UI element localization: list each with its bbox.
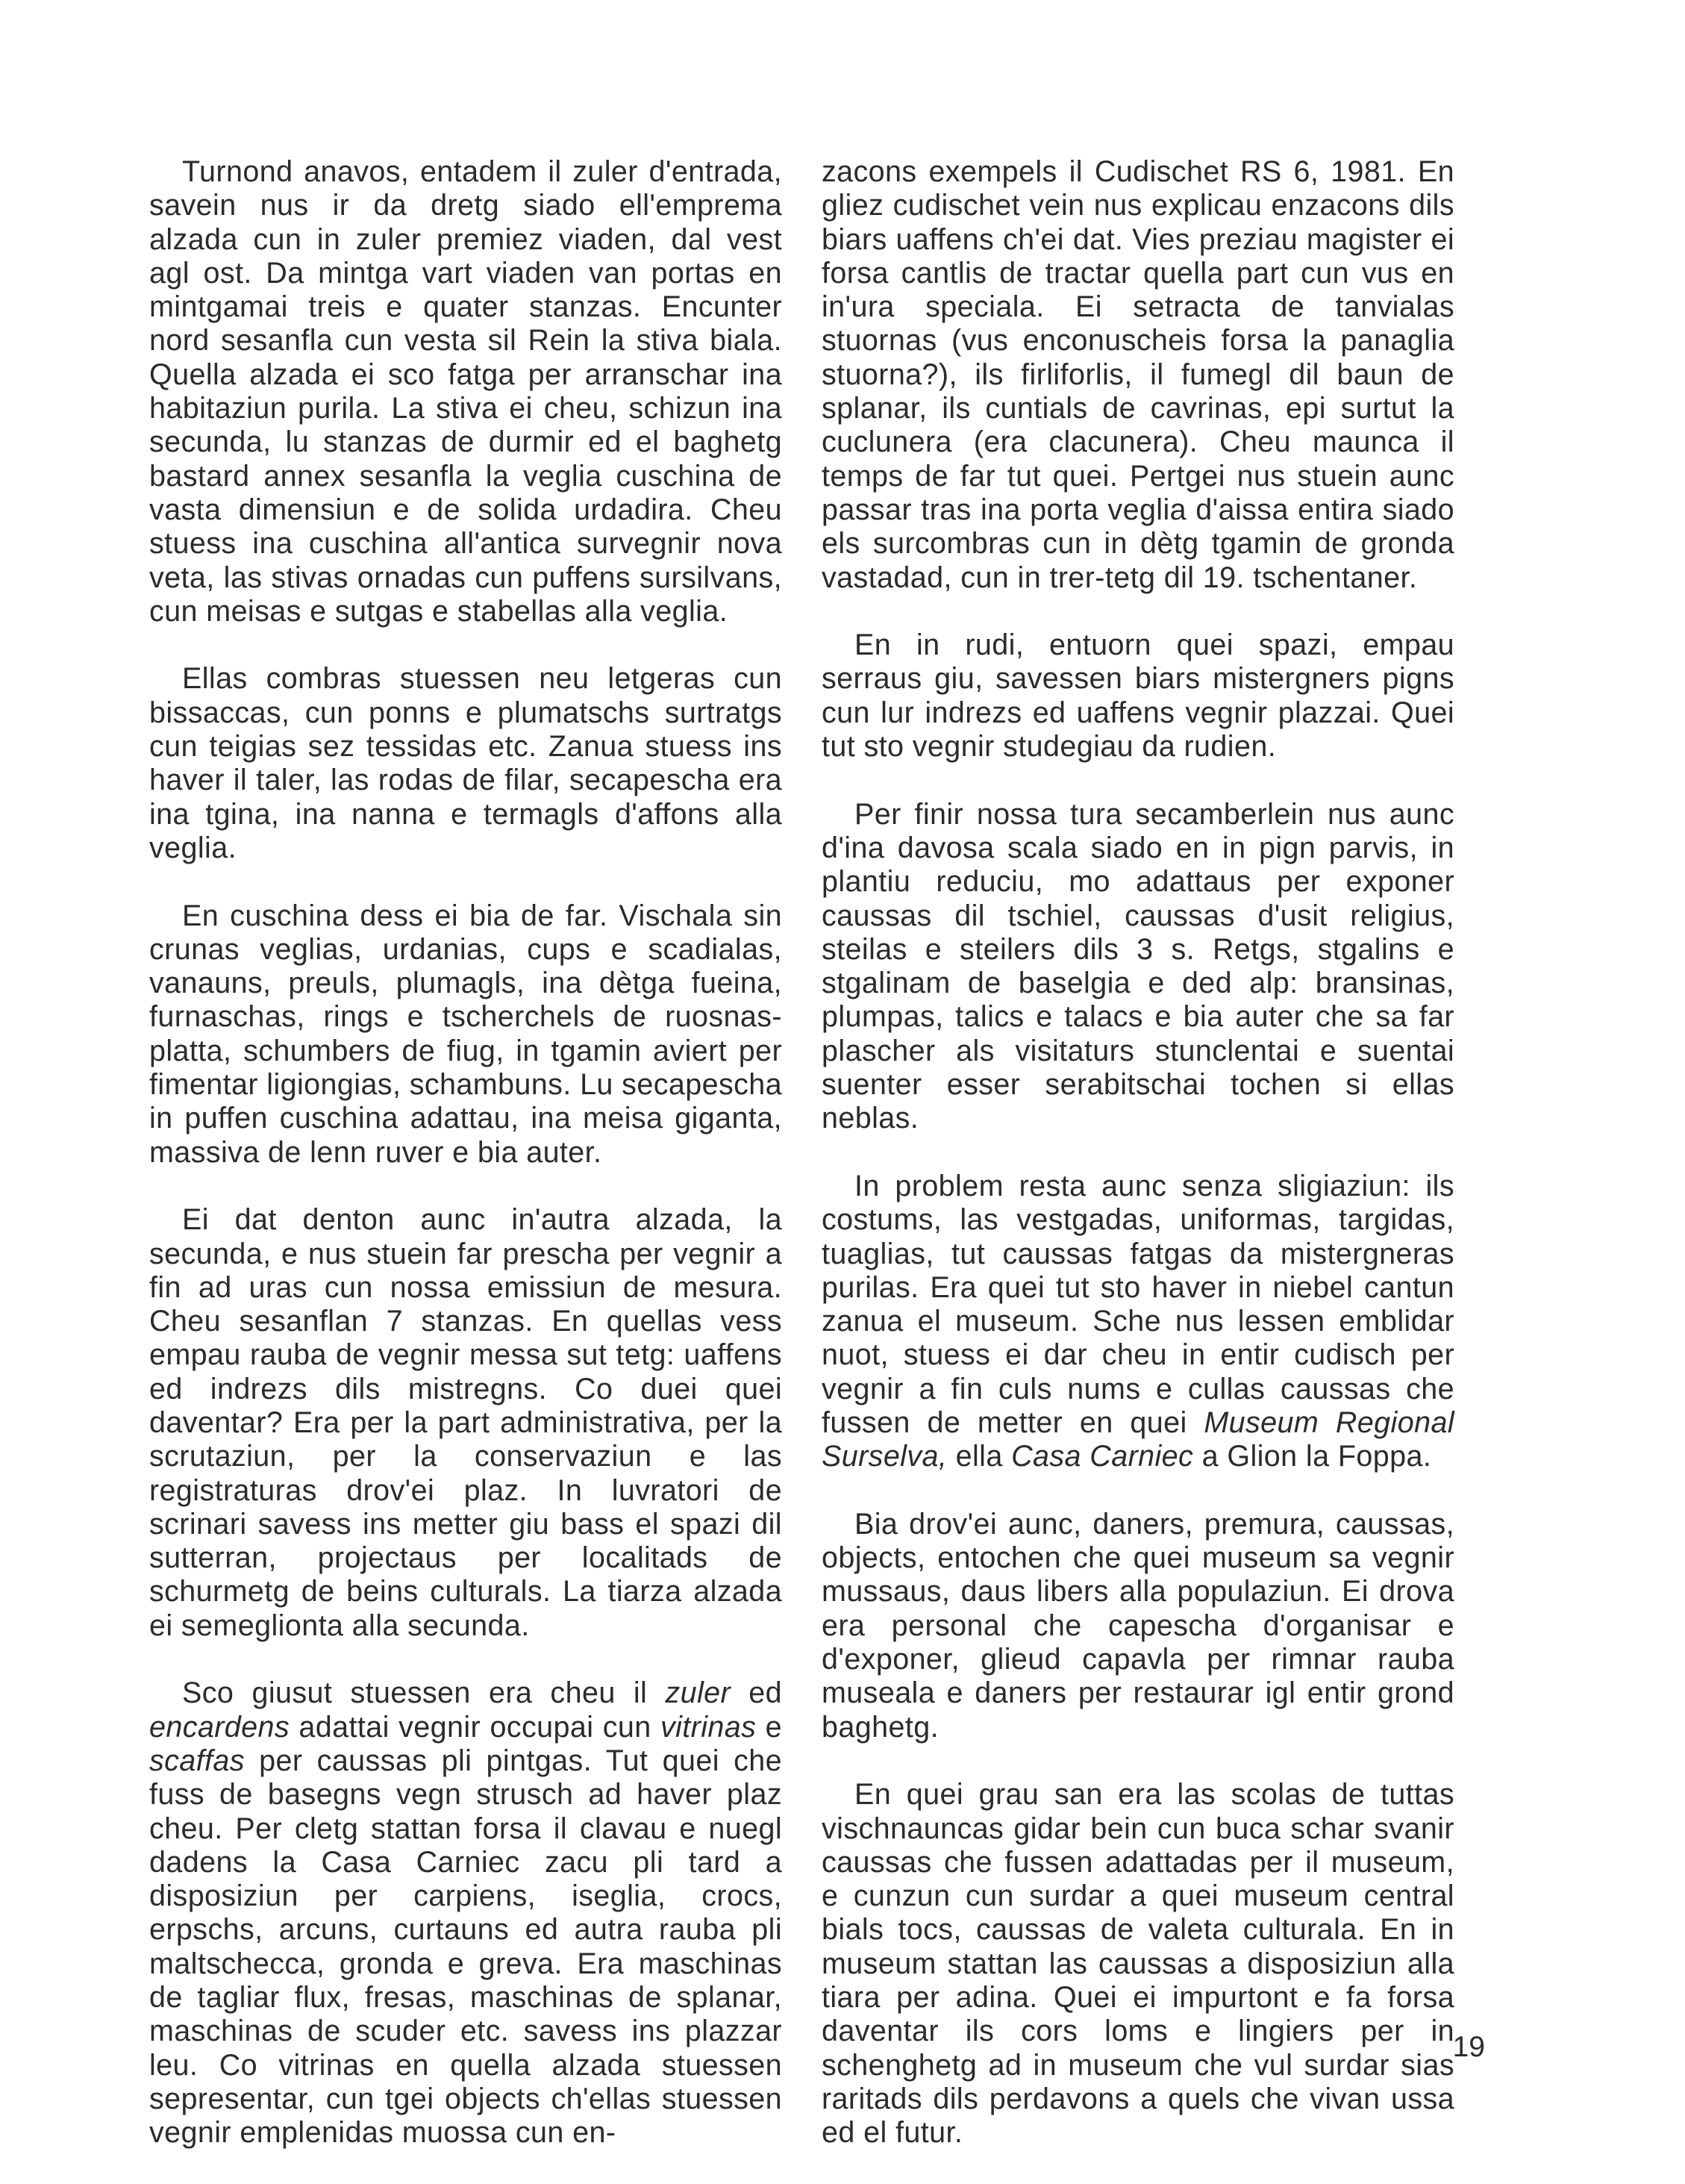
paragraph: En quei grau san era las scolas de tuttas vischnauncas gidar bein cun buca schar svanir caussas che fussen adattadas per il museum, e cunzun cun surdar a quei museum central bials tocs, caussas de valeta culturala. En in museum stattan las caussas a disposiziun alla tiara per adina. Quei ei impurtont e fa forsa daventar ils cors loms e lingiers per in schenghetg ad in museum che vul surdar sias raritads dils perdavons a quels che vivan ussa ed el futur.: [822, 1778, 1454, 2150]
emphasis-text: Casa Carniec: [1011, 1440, 1194, 1473]
emphasis-text: zuler: [665, 1676, 731, 1710]
paragraph: Ei dat denton aunc in'autra alzada, la secunda, e nus stuein far prescha per vegnir a fin ad uras cun nossa emissiun de mesura. Cheu sesanflan 7 stanzas. En quellas vess empau rauba de vegnir messa sut tetg: uaffens ed indrezs dils mistregns. Co duei quei daventar? Era per la part administrativa, per la scrutaziun, per la conservaziun e las registraturas drov'ei plaz. In luvratori de scrinari savess ins metter giu bass el spazi dil sutterran, projectaus per localitads de schurmetg de beins culturals. La tiarza alzada ei semeglionta alla secunda.: [149, 1203, 782, 1642]
emphasis-text: vitrinas: [660, 1710, 757, 1744]
paragraph: En cuschina dess ei bia de far. Vischala sin crunas veglias, urdanias, cups e scadialas, vanauns, preuls, plumagls, ina dètga fueina, furnaschas, rings e tscherchels de ruosnas-platta, schumbers de fiug, in tgamin aviert per fimentar ligiongias, schambuns. Lu secapescha in puffen cuschina adattau, ina meisa giganta, massiva de lenn ruver e bia auter.: [149, 899, 782, 1169]
text-run: per caussas pli pintgas. Tut quei che fuss de basegns vegn strusch ad haver plaz cheu. Per cletg stattan forsa il clavau e nuegl dadens la Casa Carniec zacu pli tard a disposiziun per carpiens, iseglia, crocs, erpschs, arcuns, curtauns ed autra rauba pli maltschecca, gronda e greva. Era maschinas de tagliar flux, fresas, maschinas de splanar, maschinas de scuder etc. savess ins plazzar leu. Co vitrinas en quella alzada stuessen sepresentar, cun tgei objects ch'ellas stuessen vegnir emplenidas muossa cun en-: [149, 1744, 782, 2150]
text-run: adattai vegnir occupai cun: [290, 1710, 660, 1744]
text-run: ella: [947, 1440, 1012, 1473]
left-column: [149, 155, 782, 2184]
paragraph: Per finir nossa tura secamberlein nus aunc d'ina davosa scala siado en in pign parvis, in plantiu reduciu, mo adattaus per exponer caussas dil tschiel, caussas d'usit religius, steilas e steilers dils 3 s. Retgs, stgalins e stgalinam de baselgia e ded alp: bransinas, plumpas, talics e talacs e bia auter che sa far plascher als visitaturs stunclentai e suentai suenter esser serabitschai tochen si ellas neblas.: [822, 797, 1454, 1135]
paragraph: Bia drov'ei aunc, daners, premura, caussas, objects, entochen che quei museum sa vegnir mussaus, daus libers alla populaziun. Ei drova era personal che capescha d'organisar e d'exponer, glieud capavla per rimnar rauba museala e daners per restaurar igl entir grond baghetg.: [822, 1507, 1454, 1744]
emphasis-text: Museum Regional Surselva,: [822, 1405, 1454, 1473]
text-run: a Glion la Foppa.: [1193, 1440, 1432, 1473]
text-run: ed: [731, 1676, 782, 1710]
paragraph: Ellas combras stuessen neu letgeras cun bissaccas, cun ponns e plumatschs surtratgs cun teigias sez tessidas etc. Zanua stuess ins haver il taler, las rodas de filar, secapescha era ina tgina, ina nanna e termagls d'affons alla veglia.: [149, 662, 782, 864]
paragraph: zacons exempels il Cudischet RS 6, 1981. En gliez cudischet vein nus explicau enzacons dils biars uaffens ch'ei dat. Vies preziau magister ei forsa cantlis de tractar quella part cun vus en in'ura speciala. Ei setracta de tanvialas stuornas (vus enconuscheis forsa la panaglia stuorna?), ils firliforlis, il fumegl dil baun de splanar, ils cuntials de cavrinas, epi surtut la cuclunera (era clacunera). Cheu maunca il temps de far tut quei. Pertgei nus stuein aunc passar tras ina porta veglia d'aissa entira siado els surcombras cun in dètg tgamin de gronda vastadad, cun in trer-tetg dil 19. tschentaner.: [822, 155, 1454, 594]
page-number: 19: [1452, 2031, 1485, 2063]
text-run: e: [756, 1710, 782, 1744]
paragraph: En in rudi, entuorn quei spazi, empau serraus giu, savessen biars mistergners pigns cun lur indrezs ed uaffens vegnir plazzai. Quei tut sto vegnir studegiau da rudien.: [822, 628, 1454, 764]
paragraph: [822, 1170, 1454, 1474]
paragraph: [149, 1676, 782, 2150]
paragraph: Turnond anavos, entadem il zuler d'entrada, savein nus ir da dretg siado ell'emprema alzada cun in zuler premiez viaden, dal vest agl ost. Da mintga vart viaden van portas en mintgamai treis e quater stanzas. Encunter nord sesanfla cun vesta sil Rein la stiva biala. Quella alzada ei sco fatga per arranschar ina habitaziun purila. La stiva ei cheu, schizun ina secunda, lu stanzas de durmir ed el baghetg bastard annex sesanfla la veglia cuschina de vasta dimensiun e de solida urdadira. Cheu stuess ina cuschina all'antica survegnir nova veta, las stivas ornadas cun puffens sursilvans, cun meisas e sutgas e stabellas alla veglia.: [149, 155, 782, 628]
text-run: In problem resta aunc senza sligiaziun: ils costums, las vestgadas, uniformas, targidas, tuaglias, tut caussas fatgas da mistergneras purilas. Era quei tut sto haver in niebel cantun zanua el museum. Sche nus lessen emblidar nuot, stuess ei dar cheu in entir cudisch per vegnir a fin culs nums e cullas caussas che fussen de metter en quei: [822, 1169, 1454, 1439]
emphasis-text: scaffas: [149, 1744, 245, 1777]
emphasis-text: encardens: [149, 1710, 290, 1744]
right-column: [822, 155, 1454, 2184]
text-run: Sco giusut stuessen era cheu il: [182, 1676, 666, 1710]
